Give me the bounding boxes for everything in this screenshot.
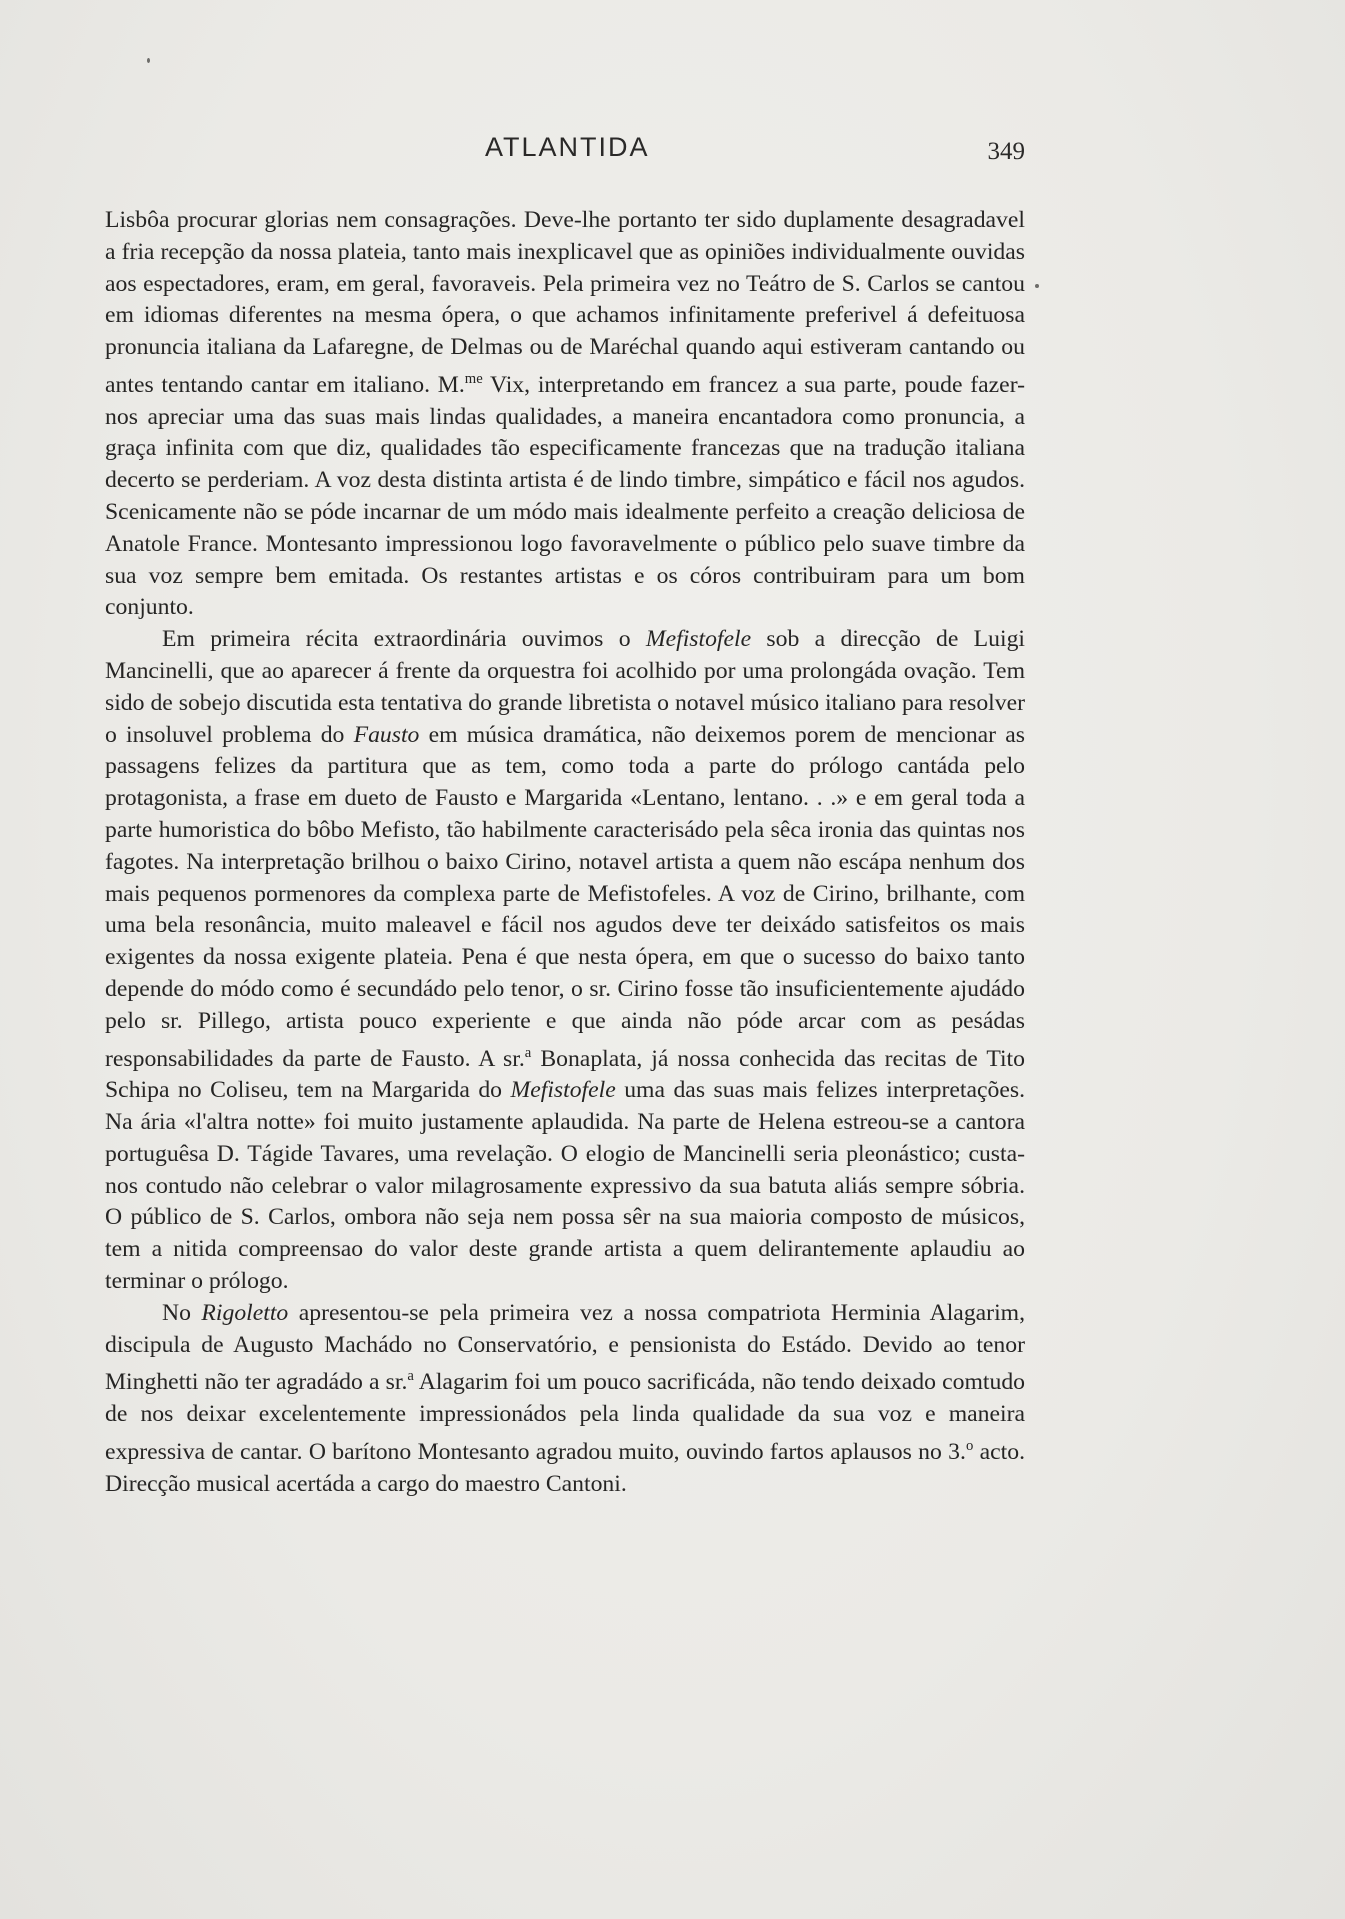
superscript-abbrev: a	[524, 1044, 532, 1061]
paragraph-1	[105, 205, 1025, 624]
page-blemish	[1035, 284, 1039, 288]
text-run: apresentou-se pela primeira vez a nossa compatriota Herminia Alagarim, discipula de Augusto Machádo no Conservatório, e pensionista do Estádo. Devido ao tenor Minghetti não ter agradádo a sr.	[105, 1299, 1025, 1396]
text-run: No	[162, 1299, 202, 1326]
page-header	[105, 132, 1025, 172]
superscript-abbrev: me	[464, 370, 483, 387]
text-run: uma das suas mais felizes interpretações. Na ária «l'altra notte» foi muito justamente aplaudida. Na parte de Helena estreou-se a cantora portuguêsa D. Tágide Tavares, uma revelação. O elogio de Mancinelli seria pleonástico; custa-nos contudo não celebrar o valor milagrosamente expressivo da sua batuta aliás sempre sóbria. O público de S. Carlos, ombora não seja nem possa sêr na sua maioria composto de músicos, tem a nitida compreensao do valor deste grande artista a quem delirantemente aplaudiu ao terminar o prólogo.	[105, 1077, 1025, 1295]
page-blemish	[147, 58, 150, 63]
italic-title: Mefistofele	[510, 1077, 616, 1104]
italic-title: Mefistofele	[645, 626, 752, 653]
text-run: em música dramática, não deixemos porem de mencionar as passagens felizes da partitura que as tem, como toda a parte do prólogo cantáda pelo protagonista, a frase em dueto de Fausto e Margarida «Lentano, lentano. . .» e em geral toda a parte humoristica do bôbo Mefisto, tão habilmente caracterisádo pela sêca ironia das quintas nos fagotes. Na interpretação brilhou o baixo Cirino, notavel artista a quem não escápa nenhum dos mais pequenos pormenores da complexa parte de Mefistofeles. A voz de Cirino, brilhante, com uma bela resonância, muito maleavel e fácil nos agudos deve ter deixádo satisfeitos os mais exigentes da nossa exigente plateia. Pena é que nesta ópera, em que o sucesso do baixo tanto depende do módo como é secundádo pelo tenor, o sr. Cirino fosse tão insuficientemente ajudádo pelo sr. Pillego, artista pouco experiente e que ainda não póde arcar com as pesádas responsabilidades da parte de Fausto. A sr.	[105, 721, 1025, 1072]
text-run: Alagarim foi um pouco sacrificáda, não tendo deixado comtudo de nos deixar excelentemente impressionádos pela linda qualidade da sua voz e maneira expressiva de cantar. O barítono Montesanto agradou muito, ouvindo fartos aplausos no 3.	[105, 1369, 1026, 1465]
text-run: Em primeira récita extraordinária ouvimos o	[162, 626, 646, 653]
text-run: sob a direcção de Luigi Mancinelli, que ao aparecer á frente da orquestra foi acolhido por uma prolongáda ovação. Tem sido de sobejo discutida esta tentativa do grande libretista o notavel músico italiano para resolver o insoluvel problema do	[105, 626, 1025, 748]
paragraph-2	[105, 624, 1025, 1298]
paragraph-3	[105, 1298, 1025, 1501]
superscript-abbrev: a	[407, 1368, 414, 1385]
article-body	[105, 205, 1025, 1500]
text-run: acto. Direcção musical acertáda a cargo do maestro Cantoni.	[105, 1438, 1026, 1497]
italic-title: Rigoletto	[201, 1299, 289, 1326]
italic-title: Fausto	[353, 721, 420, 748]
superscript-abbrev: o	[965, 1437, 974, 1454]
page-number: 349	[987, 138, 1025, 165]
running-title: ATLANTIDA	[485, 132, 650, 162]
text-run: Lisbôa procurar glorias nem consagrações. Deve-lhe portanto ter sido duplamente desagradavel a fria recepção da nossa plateia, tanto mais inexplicavel que as opiniões individualmente ouvidas aos espectadores, eram, em geral, favoraveis. Pela primeira vez no Teátro de S. Carlos se cantou em idiomas diferentes na mesma ópera, o que achamos infinitamente preferivel á defeituosa pronuncia italiana da Lafaregne, de Delmas ou de Maréchal quando aqui estiveram cantando ou antes tentando cantar em italiano. M.	[105, 207, 1025, 398]
text-run: Vix, interpretando em francez a sua parte, poude fazer-nos apreciar uma das suas mais lindas qualidades, a maneira encantadora como pronuncia, a graça infinita com que diz, qualidades tão especificamente francezas que na tradução italiana decerto se perderiam. A voz desta distinta artista é de lindo timbre, simpático e fácil nos agudos. Scenicamente não se póde incarnar de um módo mais idealmente perfeito a creação deliciosa de Anatole France. Montesanto impressionou logo favoravelmente o público pelo suave timbre da sua voz sempre bem emitada. Os restantes artistas e os córos contribuiram para um bom conjunto.	[105, 371, 1025, 621]
text-run: Bonaplata, já nossa conhecida das recitas de Tito Schipa no Coliseu, tem na Margarida do	[105, 1045, 1025, 1104]
